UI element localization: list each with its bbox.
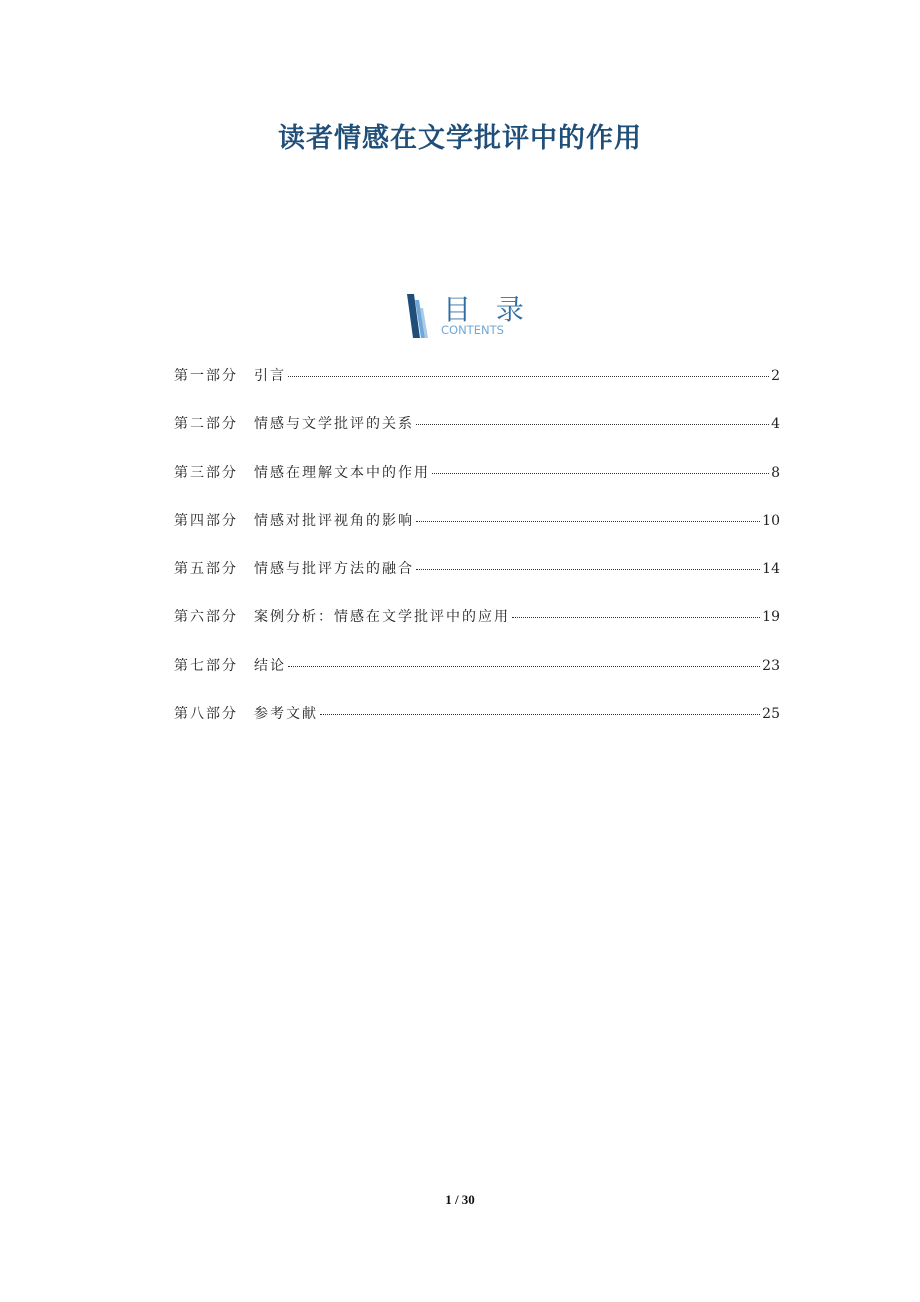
toc-part-label: 第三部分	[174, 464, 238, 481]
page-number-footer: 1 / 30	[445, 1192, 475, 1207]
toc-heading: 目 录	[443, 293, 532, 326]
toc-entry-7[interactable]	[174, 656, 780, 704]
toc-part-label: 第一部分	[174, 368, 238, 384]
toc-page-number: 2	[771, 368, 780, 384]
toc-entry-6[interactable]	[174, 607, 780, 655]
toc-part-label: 第八部分	[174, 706, 238, 723]
toc-header	[405, 292, 532, 338]
toc-leader-dots	[432, 472, 769, 474]
toc-entry-1[interactable]	[174, 366, 780, 414]
toc-page-number: 23	[762, 657, 780, 674]
toc-entry-title: 情感在理解文本中的作用	[254, 464, 430, 481]
toc-entry-4[interactable]	[174, 511, 780, 559]
toc-entry-title: 案例分析：情感在文学批评中的应用	[254, 609, 510, 626]
document-title: 读者情感在文学批评中的作用	[278, 123, 642, 154]
toc-page-number: 14	[762, 561, 780, 578]
toc-page-number: 25	[762, 706, 780, 723]
toc-entry-title: 情感与文学批评的关系	[254, 416, 414, 433]
toc-part-label: 第七部分	[174, 657, 238, 674]
toc-subheading: CONTENTS	[441, 323, 504, 337]
toc-leader-dots	[288, 665, 760, 667]
toc-page-number: 19	[762, 609, 780, 626]
toc-entry-title: 结论	[254, 657, 286, 674]
toc-page-number: 10	[762, 512, 780, 529]
toc-leader-dots	[416, 423, 769, 425]
toc-part-label: 第二部分	[174, 416, 238, 433]
toc-entry-title: 引言	[254, 368, 286, 384]
toc-leader-dots	[416, 568, 760, 570]
toc-part-label: 第五部分	[174, 561, 238, 578]
toc-part-label: 第六部分	[174, 609, 238, 626]
book-spine-icon	[405, 294, 433, 338]
toc-part-label: 第四部分	[174, 512, 238, 529]
toc-entry-title: 参考文献	[254, 706, 318, 723]
toc-entry-5[interactable]	[174, 559, 780, 607]
toc-leader-dots	[512, 616, 760, 618]
toc-entry-3[interactable]	[174, 463, 780, 511]
toc-leader-dots	[416, 520, 760, 522]
table-of-contents	[174, 366, 780, 752]
toc-page-number: 4	[771, 416, 780, 433]
toc-entry-title: 情感与批评方法的融合	[254, 561, 414, 578]
toc-leader-dots	[320, 713, 760, 715]
toc-page-number: 8	[771, 464, 780, 481]
toc-entry-2[interactable]	[174, 414, 780, 462]
toc-entry-8[interactable]	[174, 704, 780, 752]
toc-leader-dots	[288, 375, 769, 377]
toc-entry-title: 情感对批评视角的影响	[254, 512, 414, 529]
